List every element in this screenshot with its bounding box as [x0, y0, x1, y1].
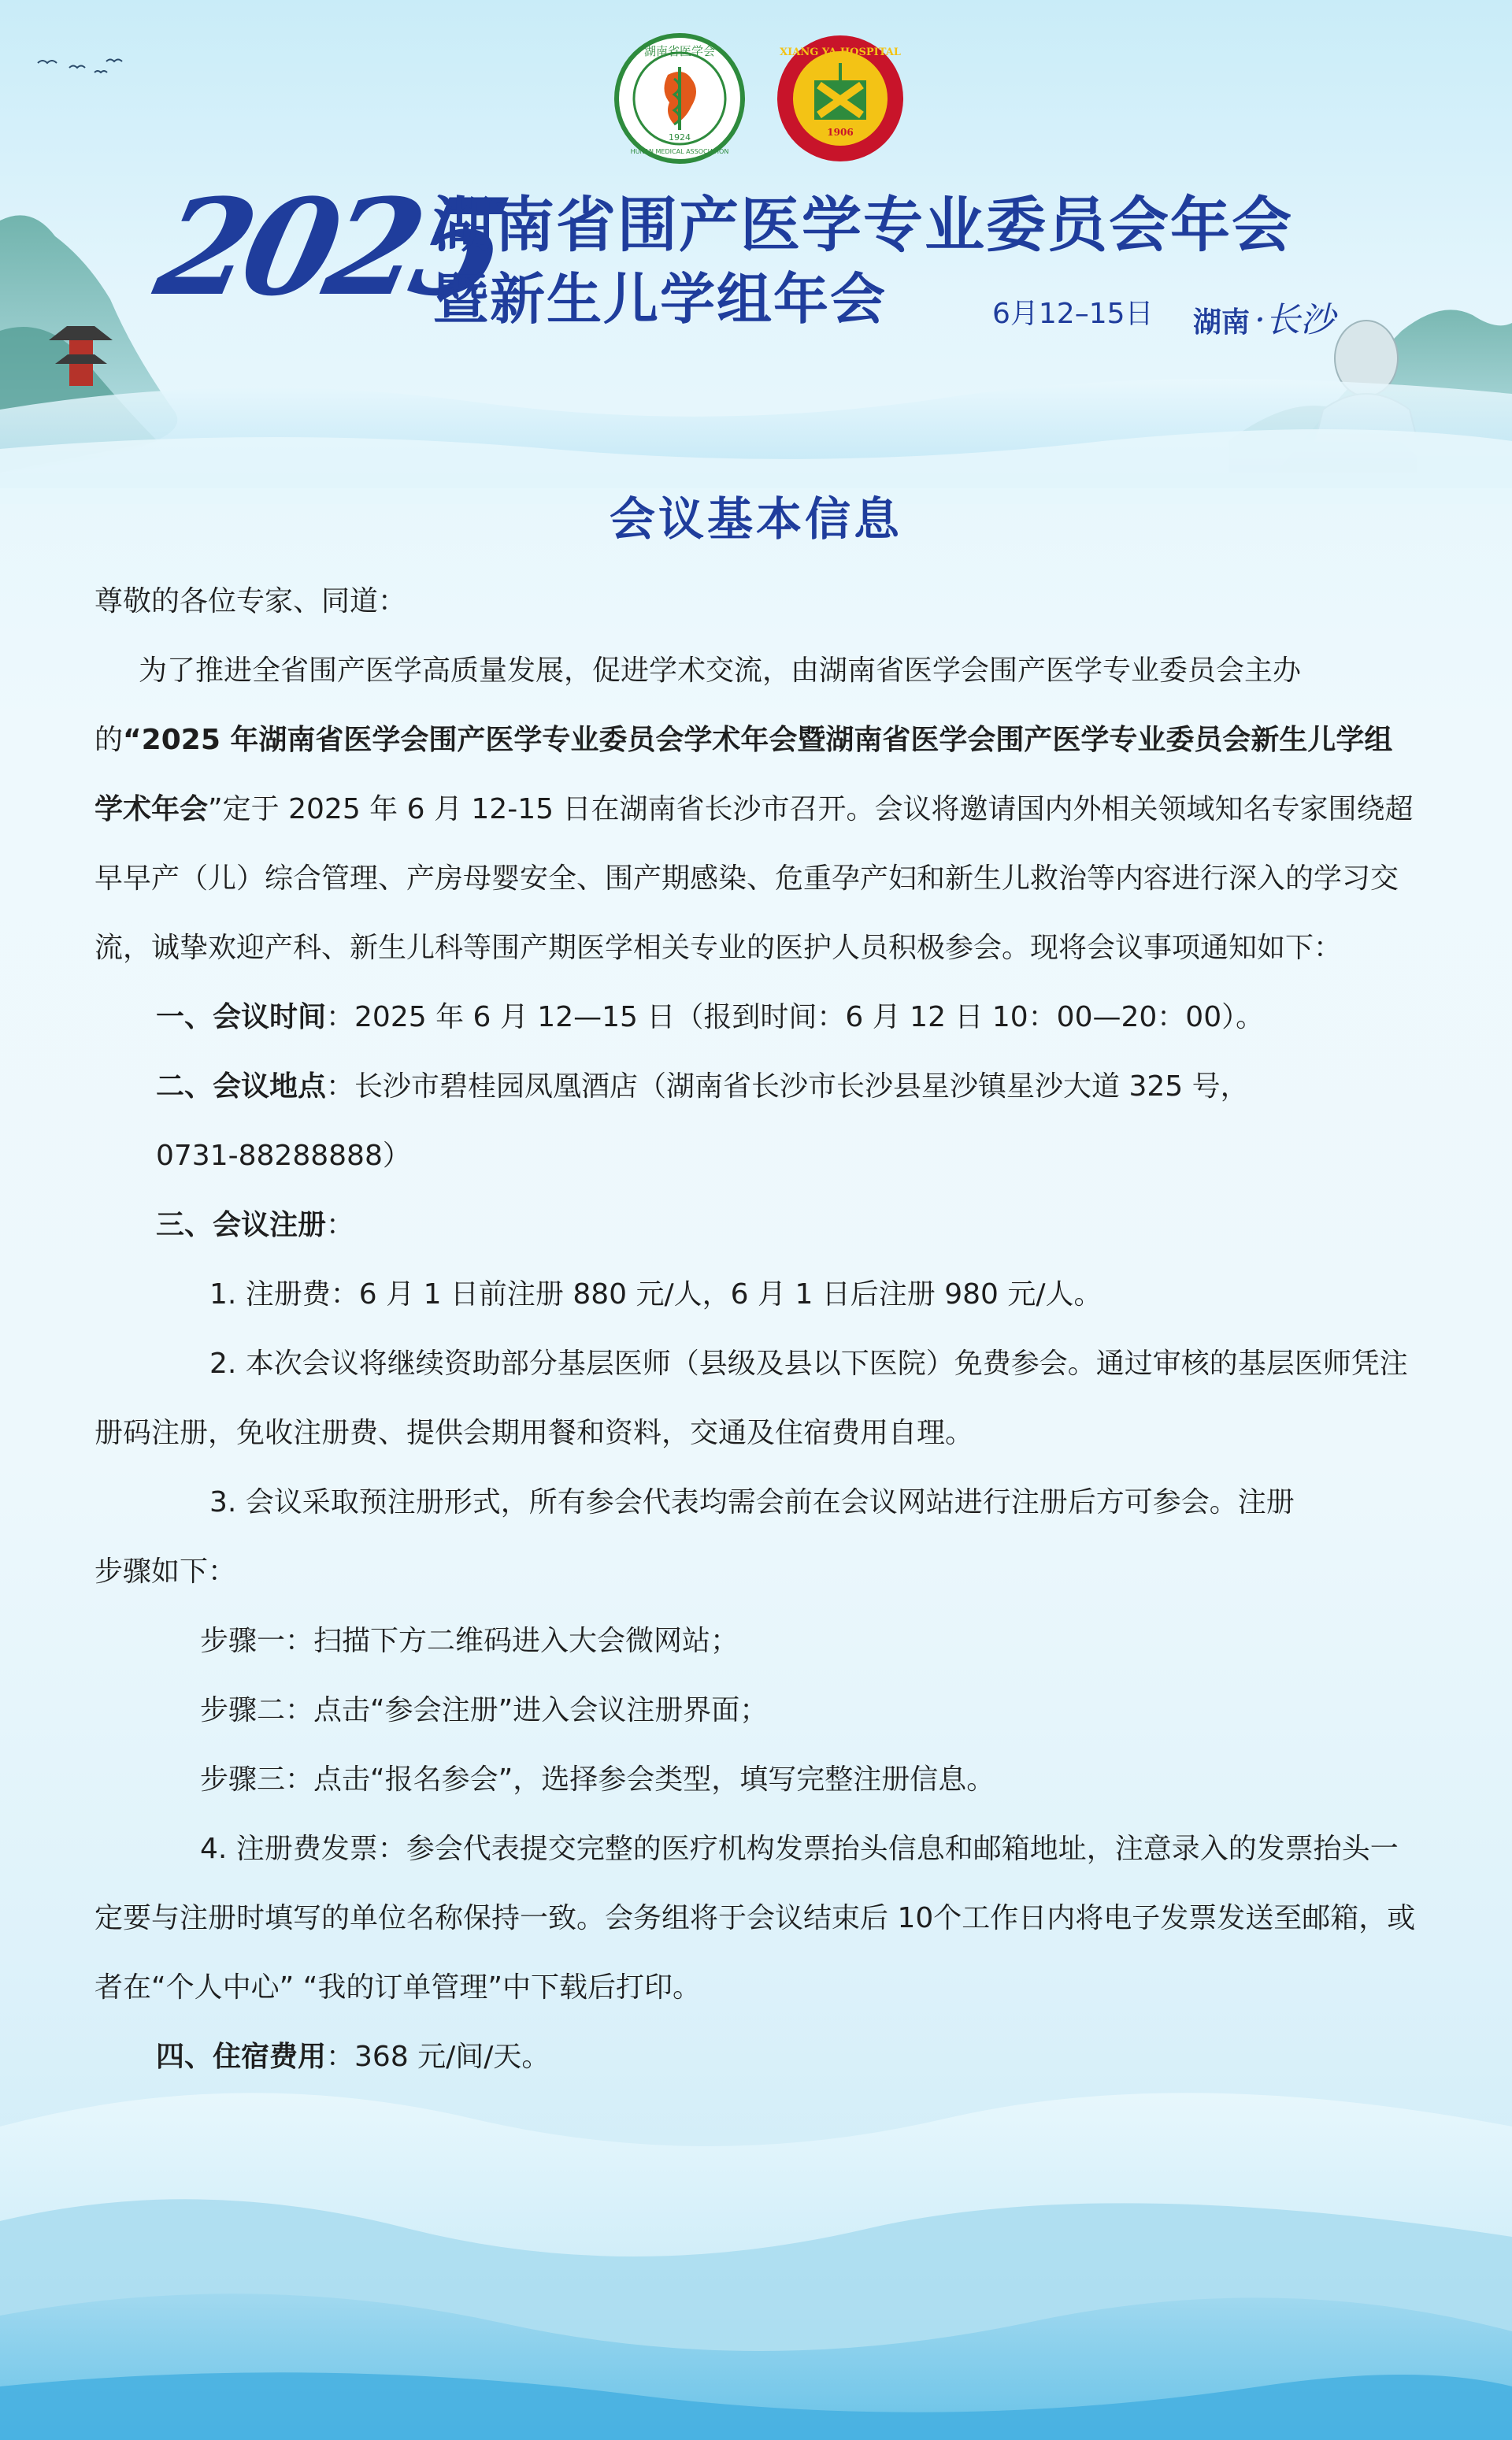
xiangya-hospital-logo: [773, 32, 907, 165]
registration-step-2: 步骤二：点击“参会注册”进入会议注册界面；: [200, 1694, 769, 1726]
section-lodging-text: ：368 元/间/天。: [326, 2041, 550, 2073]
logo-left-cn-text: 湖南省医学会: [643, 44, 716, 58]
notice-body: [94, 567, 1418, 2092]
section-registration-label: 三、会议注册: [156, 1209, 327, 1241]
registration-item-3: 3. 会议采取预注册形式，所有参会代表均需会前在会议网站进行注册后方可参会。注册步骤如下：: [94, 1486, 1295, 1588]
section-lodging-label: 四、住宿费用: [156, 2041, 327, 2073]
location-text: 湖南: [1193, 306, 1251, 339]
intro-text-2: ”定于 2025 年 6 月 12-15 日在湖南省长沙市召开。会议将邀请国内外相关领域知名专家围绕超早早产（儿）综合管理、产房母婴安全、围产期感染、危重孕产妇和新生儿救治等内容进行深入的学习交流，诚挚欢迎产科、新生儿科等围产期医学相关专业的医护人员积极参会。现将会议事项通知如下：: [94, 793, 1414, 964]
year-title: 2025: [144, 169, 515, 325]
section-registration: [94, 1191, 1418, 1260]
section-venue-label: 二、会议地点: [156, 1070, 327, 1103]
intro-bold-title: “2025 年湖南省医学会围产医学专业委员会学术年会暨湖南省医学会围产医学专业委员会新生儿学组学术年会: [94, 724, 1393, 825]
page-heading: 会议基本信息: [609, 492, 902, 546]
registration-item-2: 2. 本次会议将继续资助部分基层医师（县级及县以下医院）免费参会。通过审核的基层医师凭注册码注册，免收注册费、提供会期用餐和资料，交通及住宿费用自理。: [94, 1348, 1408, 1449]
birds-decoration: [38, 60, 122, 73]
section-time-text: ：2025 年 6 月 12—15 日（报到时间：6 月 12 日 10：00—20：00）。: [326, 1001, 1265, 1033]
section-time: [94, 983, 1418, 1052]
logo-left-year: 1924: [669, 132, 691, 143]
intro-paragraph: [94, 636, 1418, 983]
registration-step-1: 步骤一：扫描下方二维码进入大会微网站；: [200, 1625, 739, 1657]
greeting: 尊敬的各位专家、同道：: [94, 585, 407, 617]
hunan-medical-association-logo: [613, 32, 747, 165]
logo-right-year: 1906: [827, 127, 854, 138]
location-script: ·长沙: [1254, 300, 1336, 340]
logo-left-en-text: HUNAN MEDICAL ASSOCIATION: [630, 148, 729, 155]
section-venue-text: ：长沙市碧桂园凤凰酒店（湖南省长沙市长沙县星沙镇星沙大道 325 号，0731-88288888）: [156, 1070, 1249, 1172]
conference-subtitle: 暨新生儿学组年会: [433, 267, 887, 332]
conference-dates: 6月12–15日: [992, 298, 1154, 330]
logo-right-en-text: XIANG YA HOSPITAL: [780, 46, 901, 58]
registration-item-1: 1. 注册费：6 月 1 日前注册 880 元/人，6 月 1 日后注册 980 元/人。: [209, 1278, 1102, 1311]
conference-title: 湖南省围产医学专业委员会年会: [433, 190, 1293, 260]
section-lodging: [94, 2023, 1418, 2092]
section-time-label: 一、会议时间: [156, 1001, 327, 1033]
intro-text-1: 为了推进全省围产医学高质量发展，促进学术交流，由湖南省医学会围产医学专业委员会主办的: [94, 654, 1302, 756]
bottom-wave-decoration: [0, 2093, 1512, 2440]
section-registration-text: ：: [326, 1209, 355, 1241]
conference-location: [1193, 291, 1335, 342]
section-venue: [94, 1052, 1418, 1191]
registration-item-4: 4. 注册费发票：参会代表提交完整的医疗机构发票抬头信息和邮箱地址，注意录入的发票抬头一定要与注册时填写的单位名称保持一致。会务组将于会议结束后 10个工作日内将电子发票发送至邮箱，或者在“个人中心” “我的订单管理”中下载后打印。: [94, 1833, 1416, 2004]
registration-step-3: 步骤三：点击“报名参会”，选择参会类型，填写完整注册信息。: [200, 1763, 995, 1796]
